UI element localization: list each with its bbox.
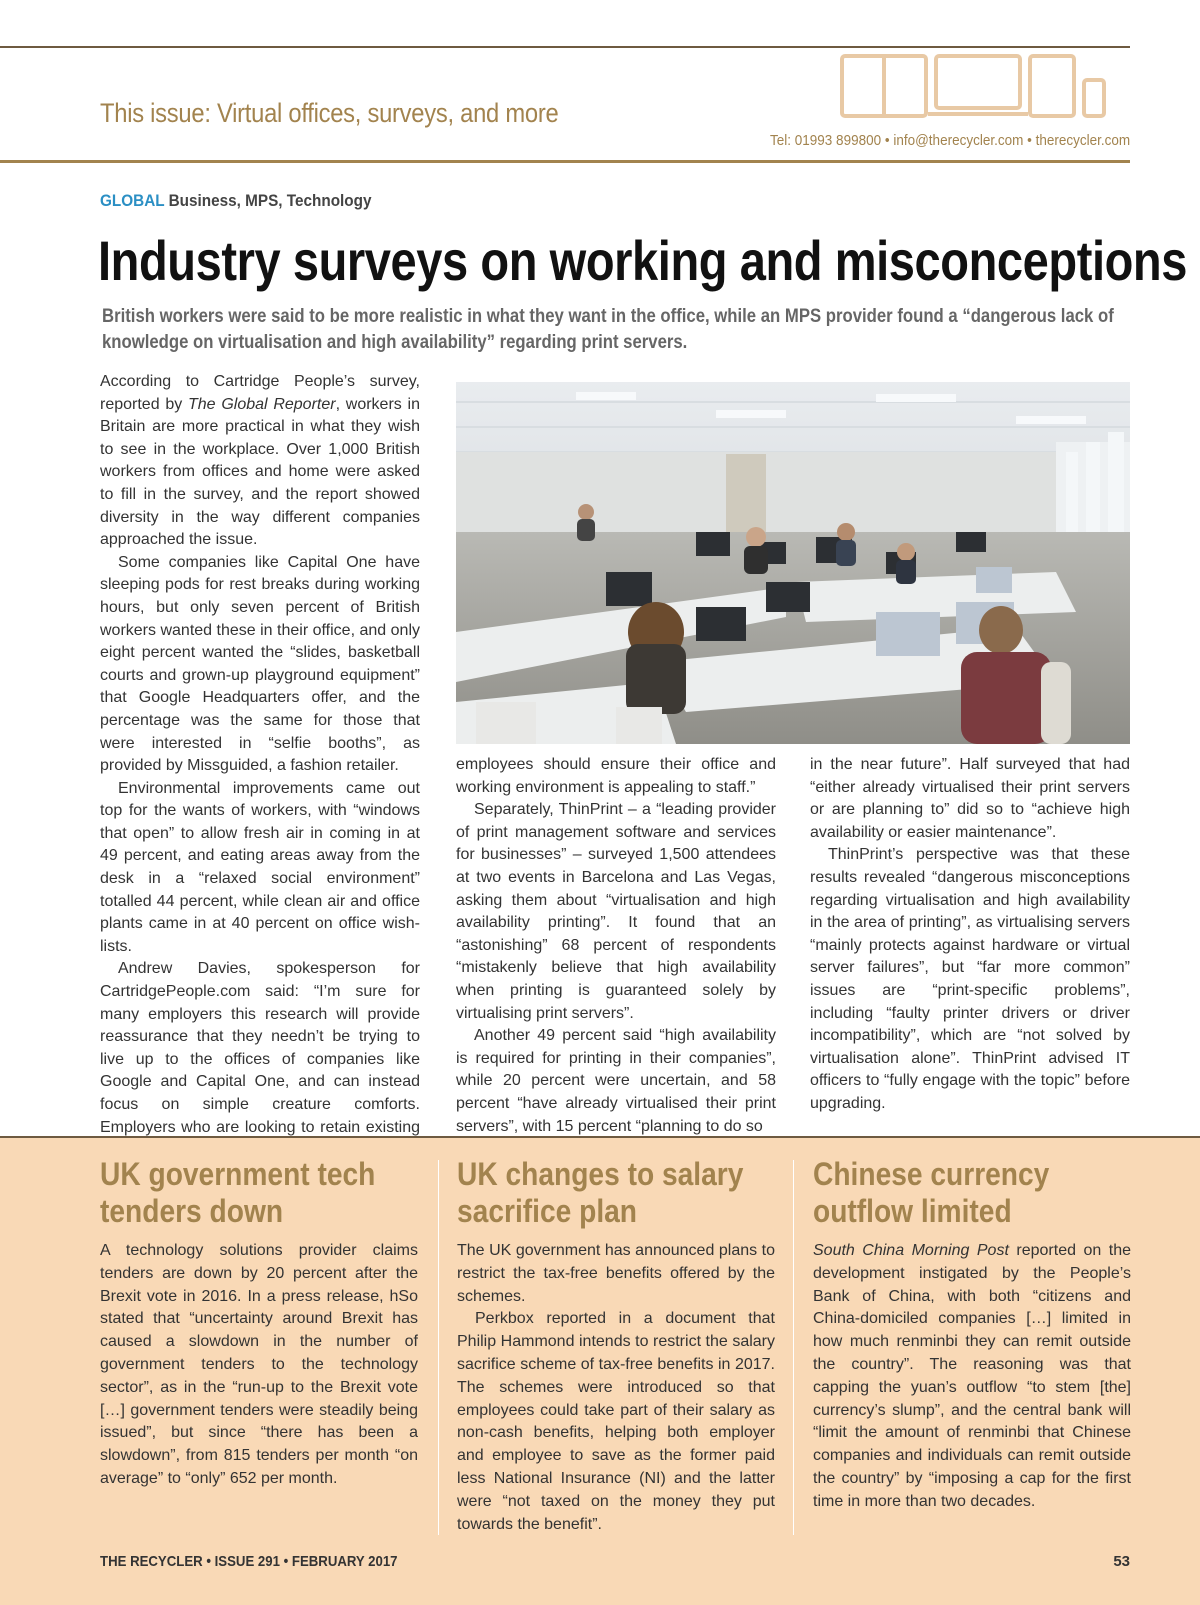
brief-title: Chinese currency outflow limited [813,1156,1050,1229]
col2-paragraph-1: employees should ensure their office and working environment is appealing to staff.” [456,756,776,796]
device-outline-icons [838,52,1114,122]
office-photo [456,382,1130,744]
col1-paragraph-1: According to Cartridge People’s survey, reported by The Global Reporter, workers in Britain are more practical in what they wish to see in the workplace. Over 1,000 British workers from offices and home were asked to fill in the survey, and the report showed diversity in the way different companies approached the issue. [100,373,420,549]
panel-rule [0,1136,1200,1138]
col2-paragraph-2: Separately, ThinPrint – a “leading provider of print management software and services for businesses” – surveyed 1,500 attendees at two events in Barcelona and Las Vegas, asking them about “virtualisation and high availability printing”. It found that an “astonishing” 68 percent of respondents “mistakenly believe that high availability when printing is guaranteed solely by virtualising print servers”. [456,801,776,1022]
col1-paragraph-4: Andrew Davies, spokesperson for CartridgePeople.com said: “I’m sure for many employers this research will provide reassurance that they needn’t be trying to live up to the offices of companies like Google and Capital One, and can instead focus on simple creature comforts. Employers who are looking to retain existing [100,960,420,1136]
article-column-2 [456,754,776,1138]
footer-publication: THE RECYCLER • ISSUE 291 • FEBRUARY 2017 [100,1553,398,1570]
brief-salary-sacrifice [457,1156,775,1536]
brief-title: UK changes to salary sacrifice plan [457,1156,744,1229]
contact-line: Tel: 01993 899800 • info@therecycler.com • therecycler.com [769,132,1130,149]
article-column-3 [810,754,1130,1116]
category-line [100,191,371,211]
standfirst: British workers were said to be more realistic in what they want in the office, while an MPS provider found a “dangerous lack of knowledge on virtualisation and high availability” regarding print servers. [102,306,1114,353]
office-photo-illustration [456,382,1130,744]
article-column-1 [100,371,420,1162]
brief-separator [438,1160,439,1535]
top-rule [0,46,1130,48]
brief-paragraph: A technology solutions provider claims tenders are down by 20 percent after the Brexit vote in 2016. In a press release, hSo stated that “uncertainty around Brexit has caused a slowdown in the number of government tenders to the technology sector”, as in the “run-up to the Brexit vote […] government tenders were steadily being issued”, but since “there has been a slowdown”, from 815 tenders per month “on average” to “only” 652 per month. [100,1242,418,1487]
brief-paragraph: South China Morning Post reported on the development instigated by the People’s Bank of China, with both “citizens and China-domiciled companies […] limited in how much renminbi they can remit outside the country”. The reasoning was that capping the yuan’s outflow “to stem [the] currency’s slump”, and the central bank will “limit the amount of renminbi that Chinese companies and individuals can remit outside the country” by “imposing a cap for the first time in more than two decades. [813,1242,1132,1510]
publication-name: South China Morning Post [813,1242,1009,1259]
brief-paragraph: The UK government has announced plans to restrict the tax-free benefits offered by the schemes. [457,1242,775,1305]
issue-title: This issue: Virtual offices, surveys, and more [100,98,559,128]
category-tags: Business, MPS, Technology [168,191,372,210]
publication-name: The Global Reporter [188,395,336,413]
brief-chinese-currency [813,1156,1131,1514]
col1-paragraph-2: Some companies like Capital One have sleeping pods for rest breaks during working hours, but only seven percent of British workers wanted these in their office, and only eight percent wanted the “slides, basketball courts and grown-up playground equipment” that Google Headquarters offer, and the percentage was the same for those that were interested in “selfie booths”, as provided by Missguided, a fashion retailer. [100,553,420,775]
brief-separator [793,1160,794,1535]
col3-paragraph-1: in the near future”. Half surveyed that had “either already virtualised their print servers or are planning to” did so to “achieve high availability or easier maintenance”. [810,756,1130,841]
col1-paragraph-3: Environmental improvements came out top for the wants of workers, with “windows that open” to allow fresh air in coming in at 49 percent, and eating areas away from the desk in a “relaxed social environment” totalled 44 percent, while clean air and office plants came in at 40 percent on office wish-lists. [100,779,420,955]
brief-uk-tech-tenders [100,1156,418,1491]
headline: Industry surveys on working and misconceptions [98,229,1187,292]
brief-title: UK government tech tenders down [100,1156,376,1229]
page-number: 53 [1113,1553,1130,1570]
col2-paragraph-3: Another 49 percent said “high availability is required for printing in their companies”, while 20 percent were uncertain, and 58 percent “have already virtualised their print servers”, with 15 percent “planning to do so [456,1027,776,1135]
col3-paragraph-2: ThinPrint’s perspective was that these results revealed “dangerous misconceptions regarding virtualisation and high availability in the area of printing”, as virtualising servers “mainly protects against hardware or virtual server failures”, but “far more common” issues are “print-specific problems”, including “faulty printer drivers or driver incompatibility”, which are “not solved by virtualisation alone”. ThinPrint advised IT officers to “fully engage with the topic” before upgrading. [810,846,1130,1112]
category-region: GLOBAL [100,191,165,210]
header-rule [0,160,1130,163]
brief-paragraph: Perkbox reported in a document that Philip Hammond intends to restrict the salary sacrifice scheme of tax-free benefits in 2017. The schemes were introduced so that employees could take part of their salary as non-cash benefits, helping both employer and employee to save as the former paid less National Insurance (NI) and the latter were “not taxed on the money they put towards the benefit”. [457,1310,775,1533]
